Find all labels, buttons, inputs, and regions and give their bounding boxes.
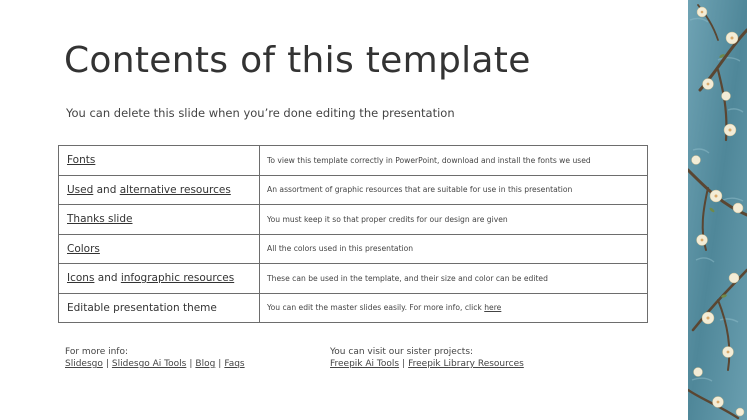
contents-table <box>58 145 648 323</box>
footer-heading: You can visit our sister projects: <box>330 347 474 357</box>
thanks-slide-link[interactable]: Thanks slide <box>67 213 133 226</box>
row-label <box>59 234 260 264</box>
used-link[interactable]: Used <box>67 183 94 196</box>
table-row <box>59 234 648 264</box>
row-label <box>59 293 260 323</box>
here-link[interactable]: here <box>484 303 502 313</box>
table-row <box>59 264 648 294</box>
faqs-link[interactable]: Faqs <box>224 359 245 369</box>
icons-link[interactable]: Icons <box>67 272 95 285</box>
row-label <box>59 205 260 235</box>
row-description: You must keep it so that proper credits for our design are given <box>260 205 648 235</box>
row-label <box>59 264 260 294</box>
label-connector: and <box>94 272 121 285</box>
table-row <box>59 175 648 205</box>
almond-blossom-image <box>688 0 747 420</box>
slide-title: Contents of this template <box>64 40 531 81</box>
description-text: You can edit the master slides easily. For more info, click <box>267 303 485 313</box>
footer-links <box>330 358 524 370</box>
link-separator: | <box>402 359 406 369</box>
almond-blossom-painting <box>688 0 747 420</box>
row-label <box>59 146 260 176</box>
table-row <box>59 205 648 235</box>
blog-link[interactable]: Blog <box>195 359 216 369</box>
row-description <box>260 293 648 323</box>
slidesgo-link[interactable]: Slidesgo <box>65 359 103 369</box>
slidesgo-ai-tools-link[interactable]: Slidesgo Ai Tools <box>111 359 187 369</box>
table-row <box>59 146 648 176</box>
footer-more-info <box>65 346 245 370</box>
alternative-resources-link[interactable]: alternative resources <box>119 183 231 196</box>
table-row <box>59 293 648 323</box>
row-description: All the colors used in this presentation <box>260 234 648 264</box>
editable-theme-label: Editable presentation theme <box>67 301 217 314</box>
row-description: These can be used in the template, and their size and color can be edited <box>260 264 648 294</box>
footer-links <box>65 358 245 370</box>
slide-subtitle: You can delete this slide when you’re done editing the presentation <box>66 106 455 120</box>
link-separator: | <box>189 359 193 369</box>
footer-heading: For more info: <box>65 347 129 357</box>
row-description: To view this template correctly in PowerPoint, download and install the fonts we used <box>260 146 648 176</box>
colors-link[interactable]: Colors <box>67 242 100 255</box>
infographic-resources-link[interactable]: infographic resources <box>120 272 235 285</box>
label-connector: and <box>93 183 120 196</box>
fonts-link[interactable]: Fonts <box>67 154 96 167</box>
link-separator: | <box>218 359 222 369</box>
row-description: An assortment of graphic resources that are suitable for use in this presentation <box>260 175 648 205</box>
freepik-library-resources-link[interactable]: Freepik Library Resources <box>408 359 524 369</box>
footer-sister-projects <box>330 346 524 370</box>
link-separator: | <box>105 359 109 369</box>
row-label <box>59 175 260 205</box>
freepik-ai-tools-link[interactable]: Freepik Ai Tools <box>330 359 400 369</box>
